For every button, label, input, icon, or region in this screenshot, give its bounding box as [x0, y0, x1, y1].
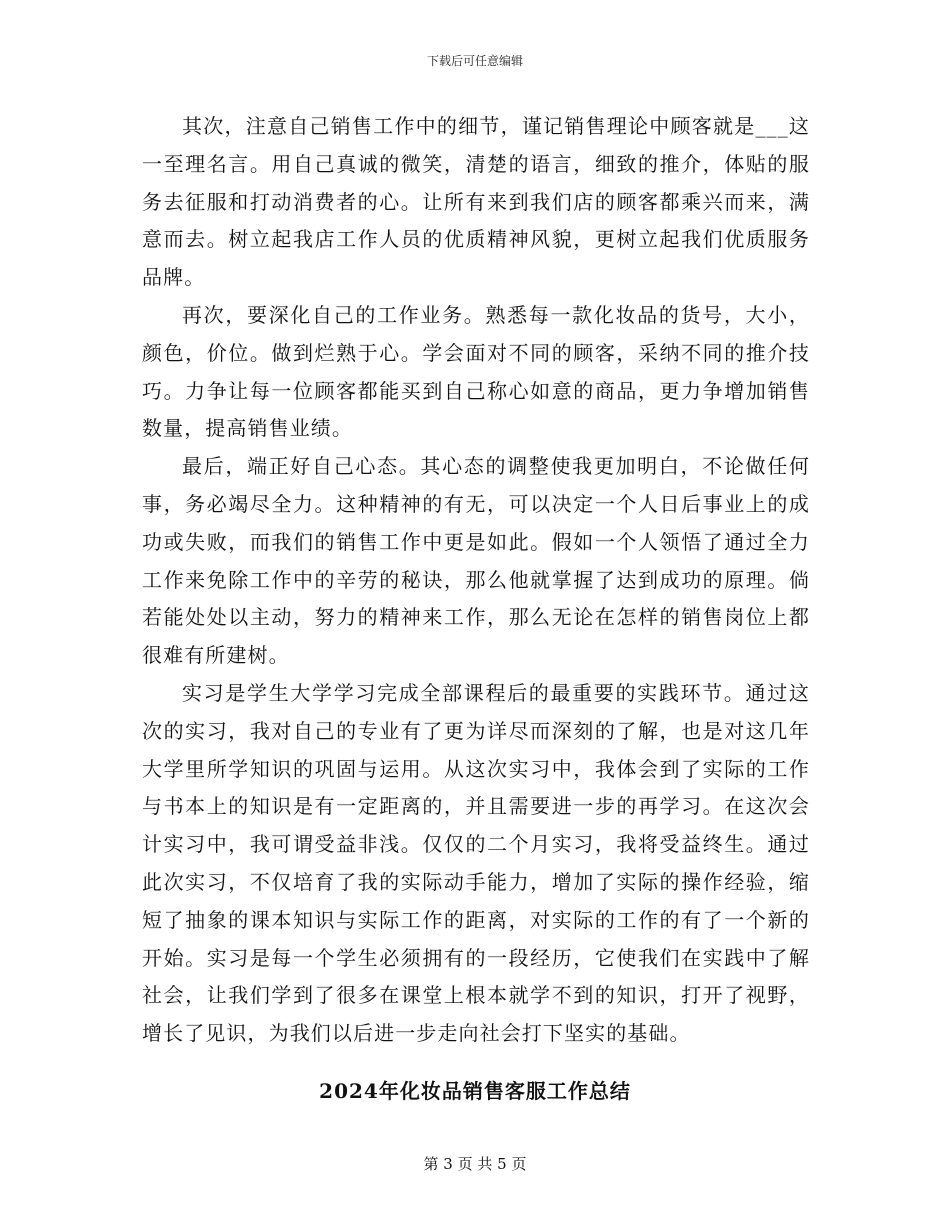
paragraph-details: 其次，注意自己销售工作中的细节，谨记销售理论中顾客就是___这一至理名言。用自己真诚的微笑，清楚的语言，细致的推介，体贴的服务去征服和打动消费者的心。让所有来到我们店的顾客都乘兴而来，满意而去。树立起我店工作人员的优质精神风貌，更树立起我们优质服务品牌。 [142, 114, 810, 290]
paragraph-attitude: 最后，端正好自己心态。其心态的调整使我更加明白，不论做任何事，务必竭尽全力。这种精神的有无，可以决定一个人日后事业上的成功或失败，而我们的销售工作中更是如此。假如一个人领悟了通过全力工作来免除工作中的辛劳的秘诀，那么他就掌握了达到成功的原理。倘若能处处以主动，努力的精神来工作，那么无论在怎样的销售岗位上都很难有所建树。 [142, 454, 810, 668]
page-number: 第 3 页 共 5 页 [423, 1155, 527, 1173]
paragraph-business: 再次，要深化自己的工作业务。熟悉每一款化妆品的货号，大小，颜色，价位。做到烂熟于心。学会面对不同的顾客，采纳不同的推介技巧。力争让每一位顾客都能买到自己称心如意的商品，更力争增加销售数量，提高销售业绩。 [142, 302, 810, 441]
paragraph-internship: 实习是学生大学学习完成全部课程后的最重要的实践环节。通过这次的实习，我对自己的专业有了更为详尽而深刻的了解，也是对这几年大学里所学知识的巩固与运用。从这次实习中，我体会到了实际的工作与书本上的知识是有一定距离的，并且需要进一步的再学习。在这次会计实习中，我可谓受益非浅。仅仅的二个月实习，我将受益终生。通过此次实习，不仅培育了我的实际动手能力，增加了实际的操作经验，缩短了抽象的课本知识与实际工作的距离，对实际的工作的有了一个新的开始。实习是每一个学生必须拥有的一段经历，它使我们在实践中了解社会，让我们学到了很多在课堂上根本就学不到的知识，打开了视野，增长了见识，为我们以后进一步走向社会打下坚实的基础。 [142, 680, 810, 1046]
document-title: 2024年化妆品销售客服工作总结 [319, 1079, 631, 1103]
page-header-note: 下载后可任意编辑 [426, 54, 523, 68]
body-text [142, 108, 810, 1053]
